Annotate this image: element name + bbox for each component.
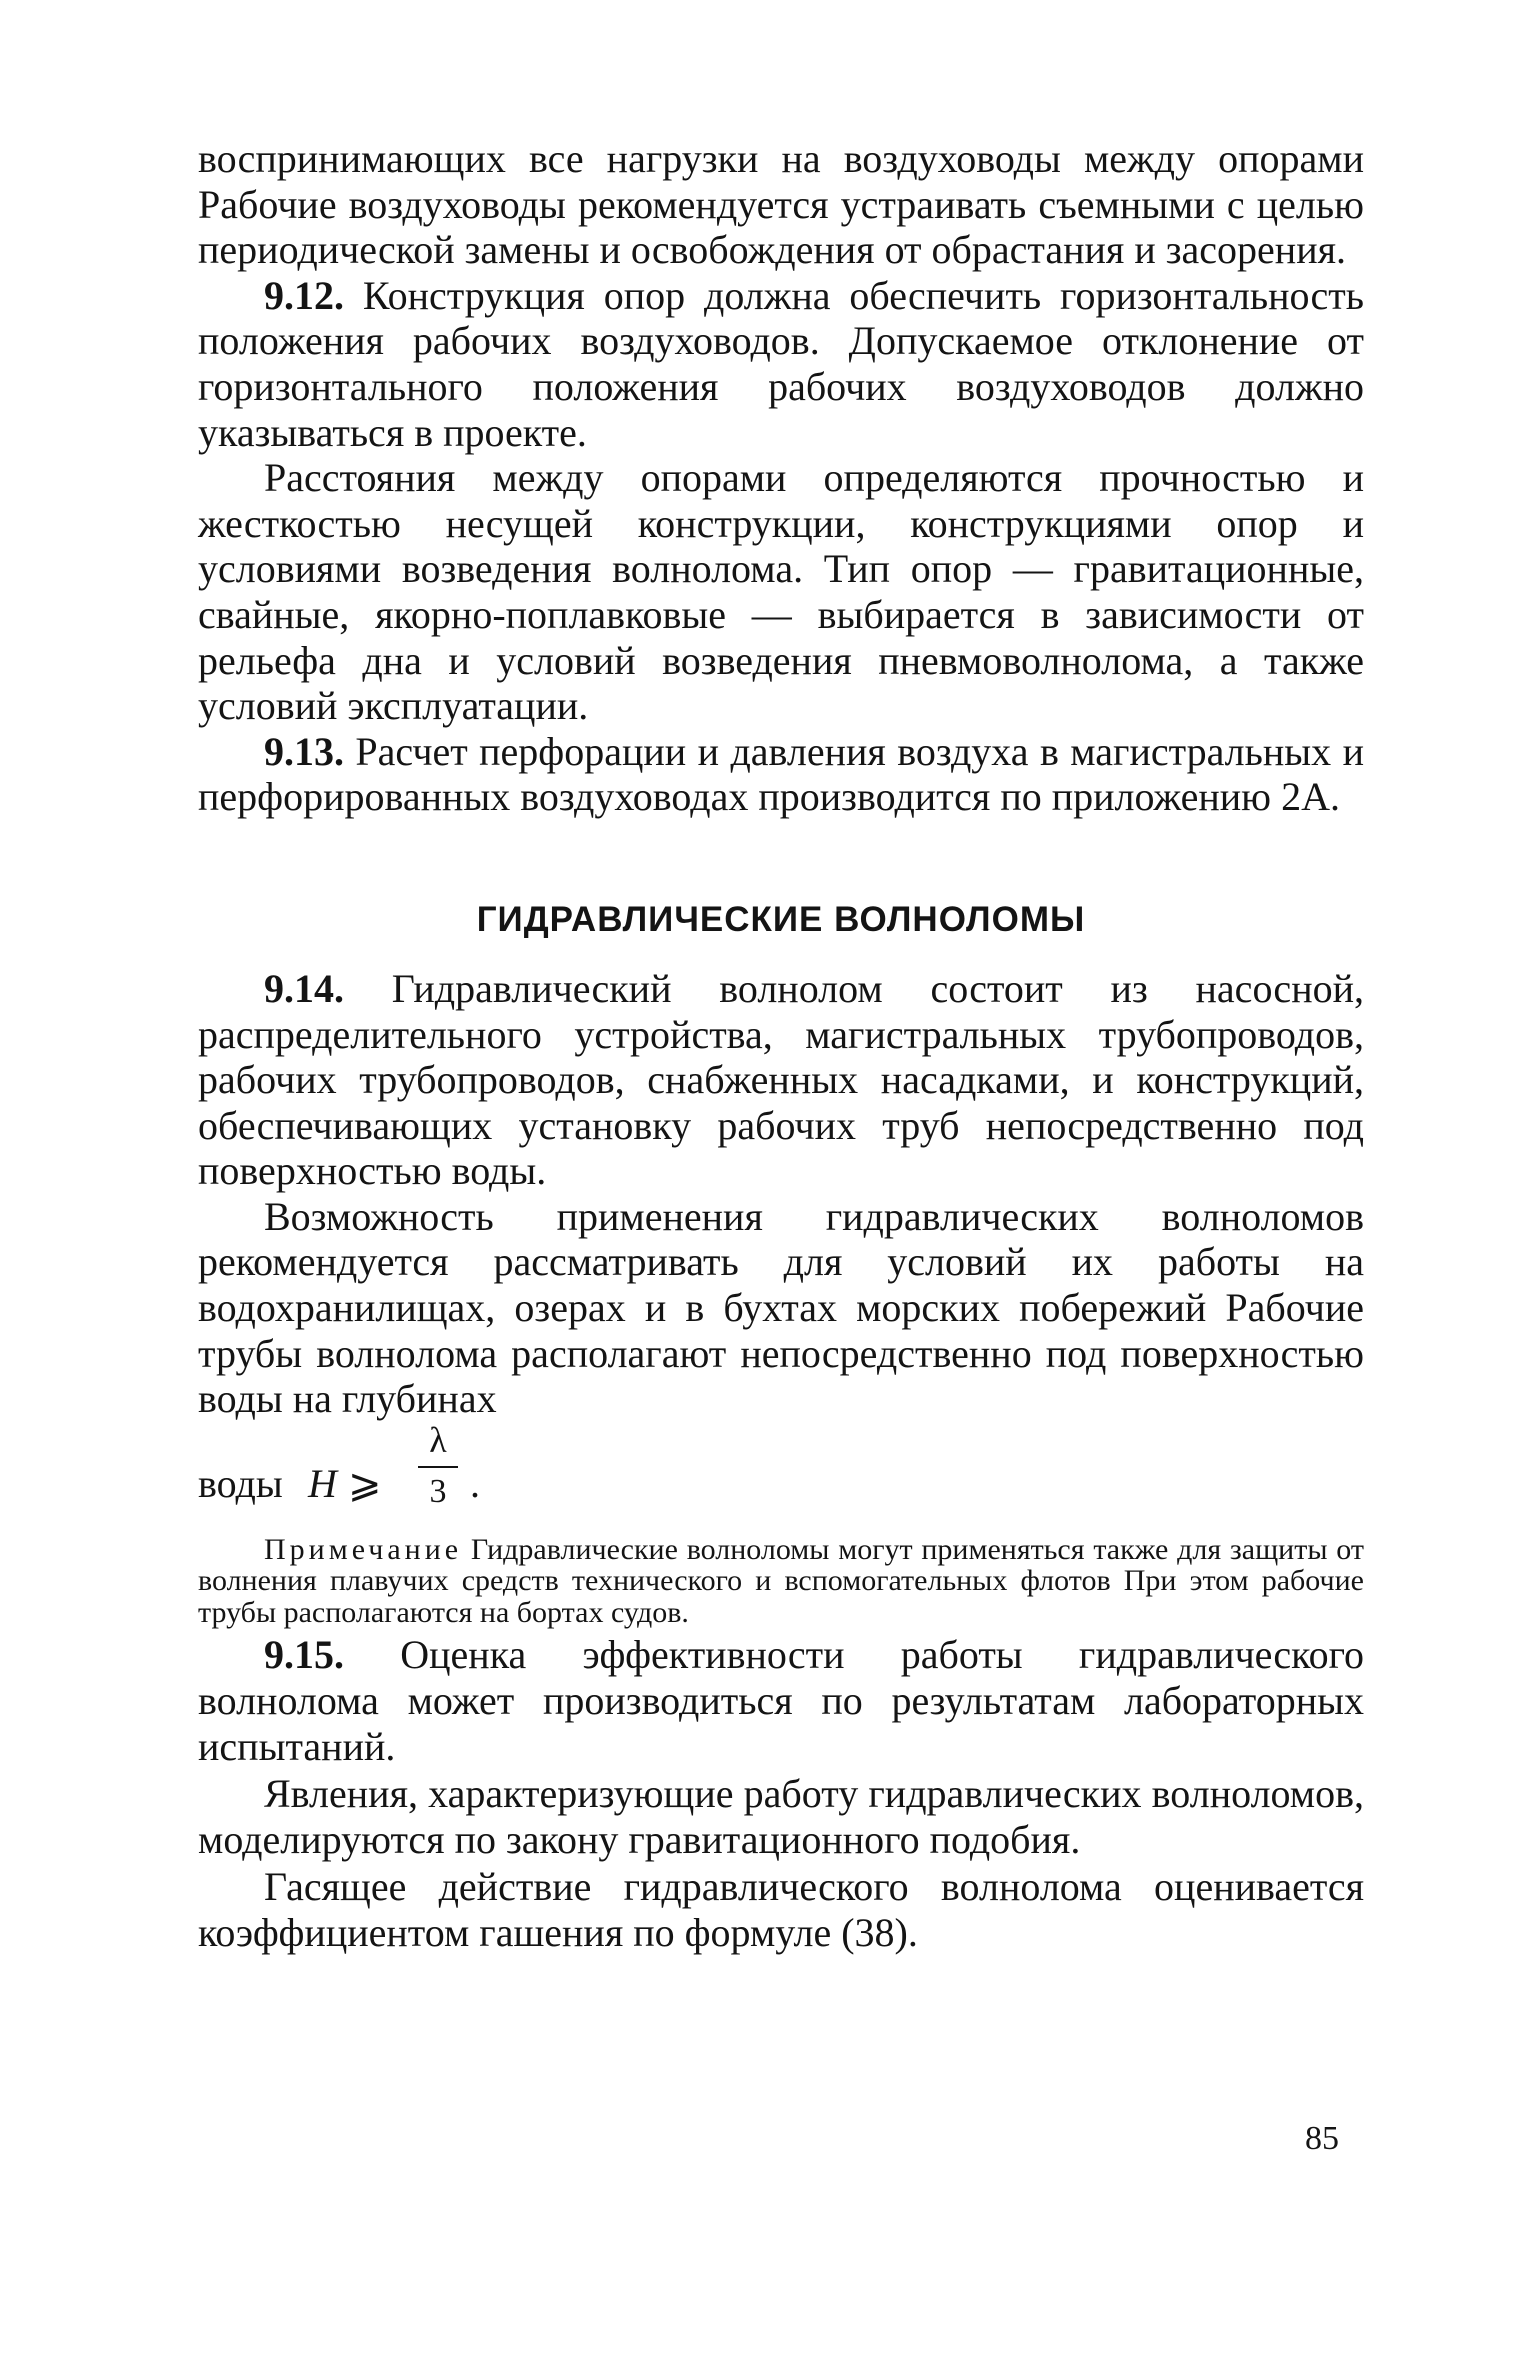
formula-prefix: воды bbox=[198, 1460, 283, 1506]
page-number: 85 bbox=[1305, 2120, 1339, 2157]
paragraph-continuation: воспринимающих все нагрузки на воздуховоды между опорами Рабочие воздуховоды рекомендуется устраивать съемными с целью периодической замены и освобождения от обрастания и засорения. bbox=[198, 136, 1364, 273]
formula-suffix: . bbox=[470, 1460, 480, 1506]
paragraph-9-15-text: Оценка эффективности работы гидравлического волнолома может производиться по результатам лабораторных испытаний. bbox=[198, 1632, 1364, 1769]
paragraph-9-13-text: Расчет перфорации и давления воздуха в магистральных и перфорированных воздуховодах производится по приложению 2А. bbox=[198, 728, 1364, 820]
section-heading-wrap bbox=[198, 900, 1364, 940]
paragraph-9-14 bbox=[198, 966, 1364, 1194]
formula-denominator: 3 bbox=[429, 1472, 447, 1510]
note-label: Примечание bbox=[264, 1532, 463, 1566]
formula-relation: ⩾ bbox=[348, 1460, 382, 1506]
formula-numerator: λ bbox=[429, 1419, 447, 1460]
paragraph-9-12-text: Конструкция опор должна обеспечить горизонтальность положения рабочих воздуховодов. Допускаемое отклонение от горизонтального положения рабочих воздуховодов должно указываться в проекте. bbox=[198, 272, 1364, 455]
section-heading: ГИДРАВЛИЧЕСКИЕ ВОЛНОЛОМЫ bbox=[476, 899, 1086, 939]
paragraph-9-13 bbox=[198, 729, 1364, 820]
page-body bbox=[198, 136, 1364, 1956]
paragraph-modeling: Явления, характеризующие работу гидравлических волноломов, моделируются по закону гравитационного подобия. bbox=[198, 1771, 1364, 1862]
note-text: Гидравлические волноломы могут применяться также для защиты от волнения плавучих средств технического и вспомогательных флотов При этом рабочие трубы располагаются на бортах судов. bbox=[198, 1532, 1364, 1629]
depth-formula bbox=[198, 1420, 1364, 1520]
clause-number-9-14: 9.14. bbox=[264, 965, 344, 1011]
paragraph-damping: Гасящее действие гидравлического волнолома оценивается коэффициентом гашения по формуле (38). bbox=[198, 1864, 1364, 1955]
note-paragraph bbox=[198, 1534, 1364, 1629]
clause-number-9-15: 9.15. bbox=[264, 1632, 344, 1678]
clause-number-9-13: 9.13. bbox=[264, 728, 344, 774]
fraction-bar bbox=[418, 1466, 458, 1468]
formula-fraction bbox=[416, 1420, 460, 1512]
paragraph-applicability: Возможность применения гидравлических волноломов рекомендуется рассматривать для условий их работы на водохранилищах, озерах и в бухтах морских побережий Рабочие трубы волнолома располагают непосредственно под поверхностью воды на глубинах bbox=[198, 1193, 1364, 1422]
formula-variable: H bbox=[308, 1460, 337, 1506]
paragraph-support-spacing: Расстояния между опорами определяются прочностью и жесткостью несущей конструкции, конструкциями опор и условиями возведения волнолома. Тип опор — гравитационные, свайные, якорно-поплавковые — выбирается в зависимости от рельефа дна и условий возведения пневмоволнолома, а также условий эксплуатации. bbox=[198, 455, 1364, 729]
paragraph-9-15 bbox=[198, 1632, 1364, 1769]
paragraph-9-12 bbox=[198, 273, 1364, 455]
clause-number-9-12: 9.12. bbox=[264, 272, 344, 318]
paragraph-9-14-text: Гидравлический волнолом состоит из насосной, распределительного устройства, магистральных трубопроводов, рабочих трубопроводов, снабженных насадками, и конструкций, обеспечивающих установку рабочих труб непосредственно под поверхностью воды. bbox=[198, 965, 1364, 1194]
